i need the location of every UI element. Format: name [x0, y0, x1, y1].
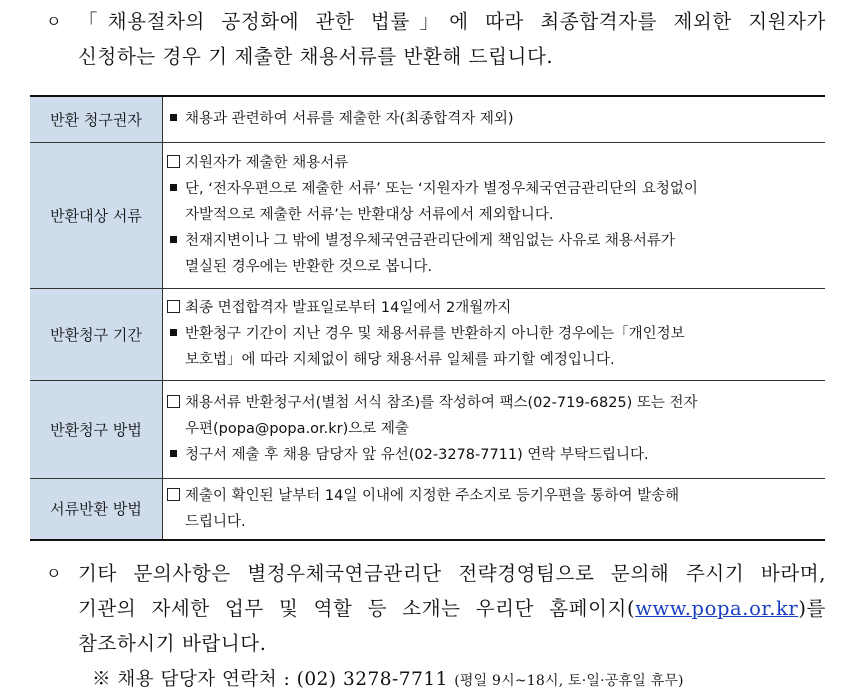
table-row	[30, 288, 825, 380]
bullet-square-icon	[165, 176, 181, 202]
footer-line-2: 기관의 자세한 업무 및 역할 등 소개는 우리단 홈페이지(www.popa.or.kr)를	[78, 597, 826, 620]
row-label: 반환청구 방법	[30, 380, 163, 478]
table-row	[30, 380, 825, 478]
item-text-line: 우편(popa@popa.or.kr)으로 제출	[185, 421, 409, 437]
intro-line-2: 신청하는 경우 기 제출한 채용서류를 반환해 드립니다.	[78, 45, 554, 68]
footer-line-1: ㅇ 기타 문의사항은 별정우체국연금관리단 전략경영팀으로 문의해 주시기 바라며,	[0, 556, 826, 591]
list-item	[163, 176, 825, 228]
item-text-line: 단, ‘전자우편으로 제출한 서류’ 또는 ‘지원자가 별정우체국연금관리단의 요청없이	[185, 181, 698, 197]
bullet-circle-icon: ㅇ	[46, 12, 63, 31]
item-text-line: 드립니다.	[185, 513, 246, 530]
bullet-square-icon	[165, 321, 181, 347]
item-text-line: 반환청구 기간이 지난 경우 및 채용서류를 반환하지 아니한 경우에는「개인정보	[185, 326, 685, 342]
list-item	[163, 390, 825, 442]
bullet-square-icon	[165, 228, 181, 254]
checkbox-square-icon	[165, 483, 181, 509]
list-item	[163, 106, 825, 132]
intro-paragraph	[0, 4, 843, 74]
checkbox-square-icon	[165, 295, 181, 321]
item-text-line: 제출이 확인된 날부터 14일 이내에 지정한 주소지로 등기우편을 통하여 발송해	[185, 487, 680, 504]
row-label: 반환대상 서류	[30, 142, 163, 288]
checkbox-square-icon	[165, 150, 181, 176]
list-item	[163, 295, 825, 321]
bullet-circle-icon: ㅇ	[46, 564, 63, 583]
row-label: 반환청구 기간	[30, 288, 163, 380]
item-text-line: 채용서류 반환청구서(별첨 서식 참조)를 작성하여 팩스(02-719-6825) 또는 전자	[185, 395, 698, 411]
homepage-link[interactable]: www.popa.or.kr	[635, 597, 799, 620]
row-content	[163, 478, 826, 540]
item-text-line: 멸실된 경우에는 반환한 것으로 봅니다.	[185, 259, 433, 275]
row-content	[163, 96, 826, 142]
table-row	[30, 478, 825, 540]
item-text-line: 청구서 제출 후 채용 담당자 앞 유선(02-3278-7711) 연락 부탁드립니다.	[185, 447, 649, 463]
contact-hours-note: (평일 9시~18시, 토·일·공휴일 휴무)	[454, 673, 684, 689]
item-text-line: 채용과 관련하여 서류를 제출한 자(최종합격자 제외)	[185, 111, 514, 128]
bullet-square-icon	[165, 442, 181, 468]
checkbox-square-icon	[165, 390, 181, 416]
row-content	[163, 142, 826, 288]
table-row	[30, 142, 825, 288]
footer-paragraph	[0, 556, 843, 661]
return-info-table	[30, 95, 825, 541]
item-text-line: 지원자가 제출한 채용서류	[185, 155, 349, 171]
list-item	[163, 483, 825, 535]
bullet-square-icon	[165, 106, 181, 132]
list-item	[163, 228, 825, 280]
row-label: 서류반환 방법	[30, 478, 163, 540]
list-item	[163, 442, 825, 468]
item-text-line: 보호법」에 따라 지체없이 해당 채용서류 일체를 파기할 예정입니다.	[185, 352, 615, 368]
list-item	[163, 321, 825, 373]
row-label: 반환 청구권자	[30, 96, 163, 142]
row-content	[163, 288, 826, 380]
row-content	[163, 380, 826, 478]
footer-line-3: 참조하시기 바랍니다.	[78, 632, 267, 655]
item-text-line: 자발적으로 제출한 서류’는 반환대상 서류에서 제외합니다.	[185, 207, 554, 223]
item-text-line: 천재지변이나 그 밖에 별정우체국연금관리단에게 책임없는 사유로 채용서류가	[185, 233, 675, 249]
table-row	[30, 96, 825, 142]
list-item	[163, 150, 825, 176]
recruiter-contact: ※ 채용 담당자 연락처 : (02) 3278-7711 (평일 9시~18시, 토·일·공휴일 휴무)	[92, 669, 684, 690]
intro-line-1: ㅇ 「채용절차의 공정화에 관한 법률」에 따라 최종합격자를 제외한 지원자가	[0, 4, 826, 39]
item-text-line: 최종 면접합격자 발표일로부터 14일에서 2개월까지	[185, 300, 512, 316]
